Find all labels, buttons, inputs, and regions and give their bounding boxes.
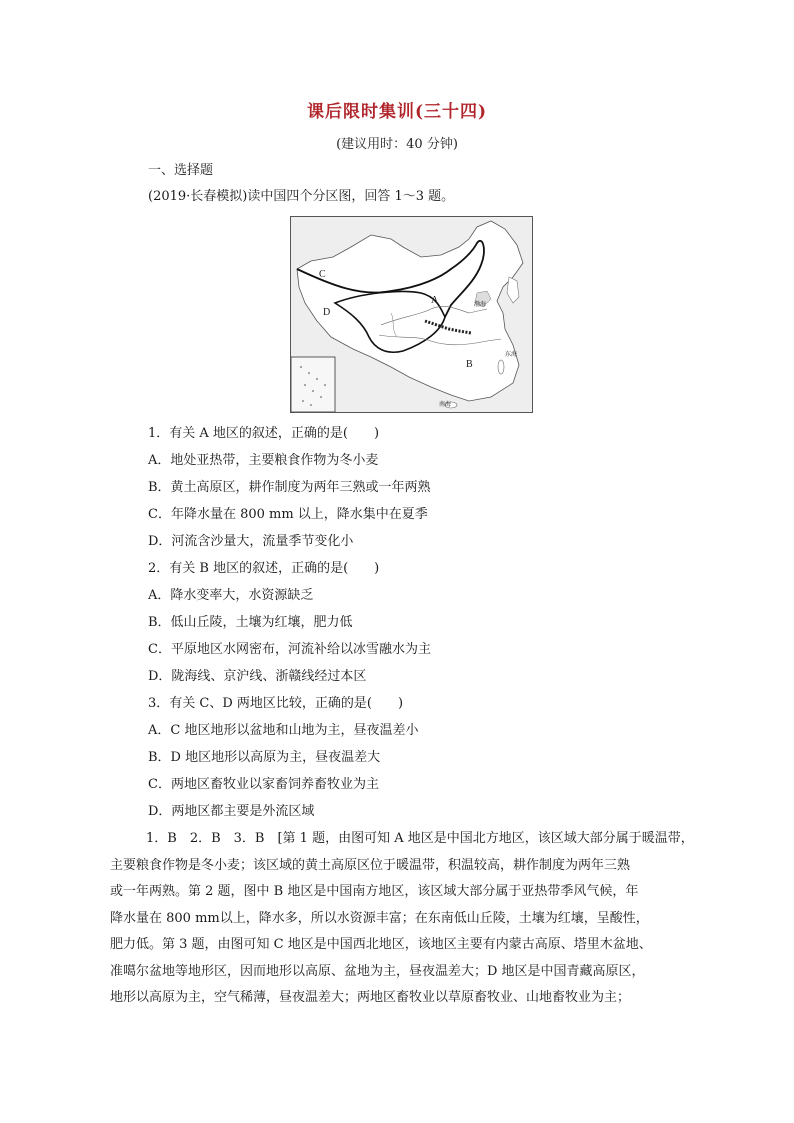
question-2-option-d: D．陇海线、京沪线、浙赣线经过本区 [148,669,367,684]
question-1-option-d: D．河流含沙量大，流量季节变化小 [148,534,354,549]
map-label-b: B [466,359,473,370]
answer-explanation [110,826,694,1012]
map-label-nanhai: 南海 [439,401,452,408]
answer-line: 1．B 2．B 3．B [第 1 题，由图可知 A 地区是中国北方地区，该区域大部分属于暖温带， [146,831,694,846]
map-label-donghai: 东海 [505,351,518,358]
question-2-stem: 2．有关 B 地区的叙述，正确的是( ) [148,561,380,576]
question-2-option-a: A．降水变率大，水资源缺乏 [148,588,314,603]
question-2-option-b: B．低山丘陵，土壤为红壤，肥力低 [148,615,353,630]
answer-line: 降水量在 800 mm以上，降水多，所以水资源丰富；在东南低山丘陵，土壤为红壤，呈酸性， [110,910,649,926]
question-1-option-a: A．地处亚热带，主要粮食作物为冬小麦 [148,453,379,468]
question-intro: (2019·长春模拟)读中国四个分区图，回答 1～3 题。 [148,189,455,204]
map-label-a: A [431,295,439,306]
question-3-option-b: B．D 地区地形以高原为主，昼夜温差大 [148,750,381,765]
answer-line: 主要粮食作物是冬小麦；该区域的黄土高原区位于暖温带，积温较高，耕作制度为两年三熟 [110,857,631,873]
section-heading: 一、选择题 [148,163,214,178]
answer-line: 或一年两熟。第 2 题，图中 B 地区是中国南方地区，该区域大部分属于亚热带季风气候，年 [110,884,639,899]
answer-line: 肥力低。第 3 题，由图可知 C 地区是中国西北地区，该地区主要有内蒙古高原、塔里木盆地、 [110,937,652,952]
answer-line: 地形以高原为主，空气稀薄，昼夜温差大；两地区畜牧业以草原畜牧业、山地畜牧业为主； [110,990,631,1005]
map-label-d: D [323,307,331,318]
map-label-c: C [319,269,326,280]
question-3-option-c: C．两地区畜牧业以家畜饲养畜牧业为主 [148,777,379,792]
suggested-time: (建议用时：40 分钟) [336,137,458,152]
map-label-bohai: 渤海 [474,301,487,308]
page-title: 课后限时集训(三十四) [306,102,488,122]
answer-line: 准噶尔盆地等地形区，因而地形以高原、盆地为主，昼夜温差大；D 地区是中国青藏高原区， [110,963,645,979]
china-region-map [290,216,533,413]
question-1-stem: 1．有关 A 地区的叙述，正确的是( ) [148,426,380,441]
question-3-option-d: D．两地区都主要是外流区域 [148,804,315,819]
question-3-option-a: A．C 地区地形以盆地和山地为主，昼夜温差小 [148,723,419,738]
question-3-stem: 3．有关 C、D 两地区比较，正确的是( ) [148,696,404,711]
question-1-option-c: C．年降水量在 800 mm 以上，降水集中在夏季 [148,507,428,522]
question-1-option-b: B．黄土高原区，耕作制度为两年三熟或一年两熟 [148,480,431,495]
question-2-option-c: C．平原地区水网密布，河流补给以冰雪融水为主 [148,642,431,657]
